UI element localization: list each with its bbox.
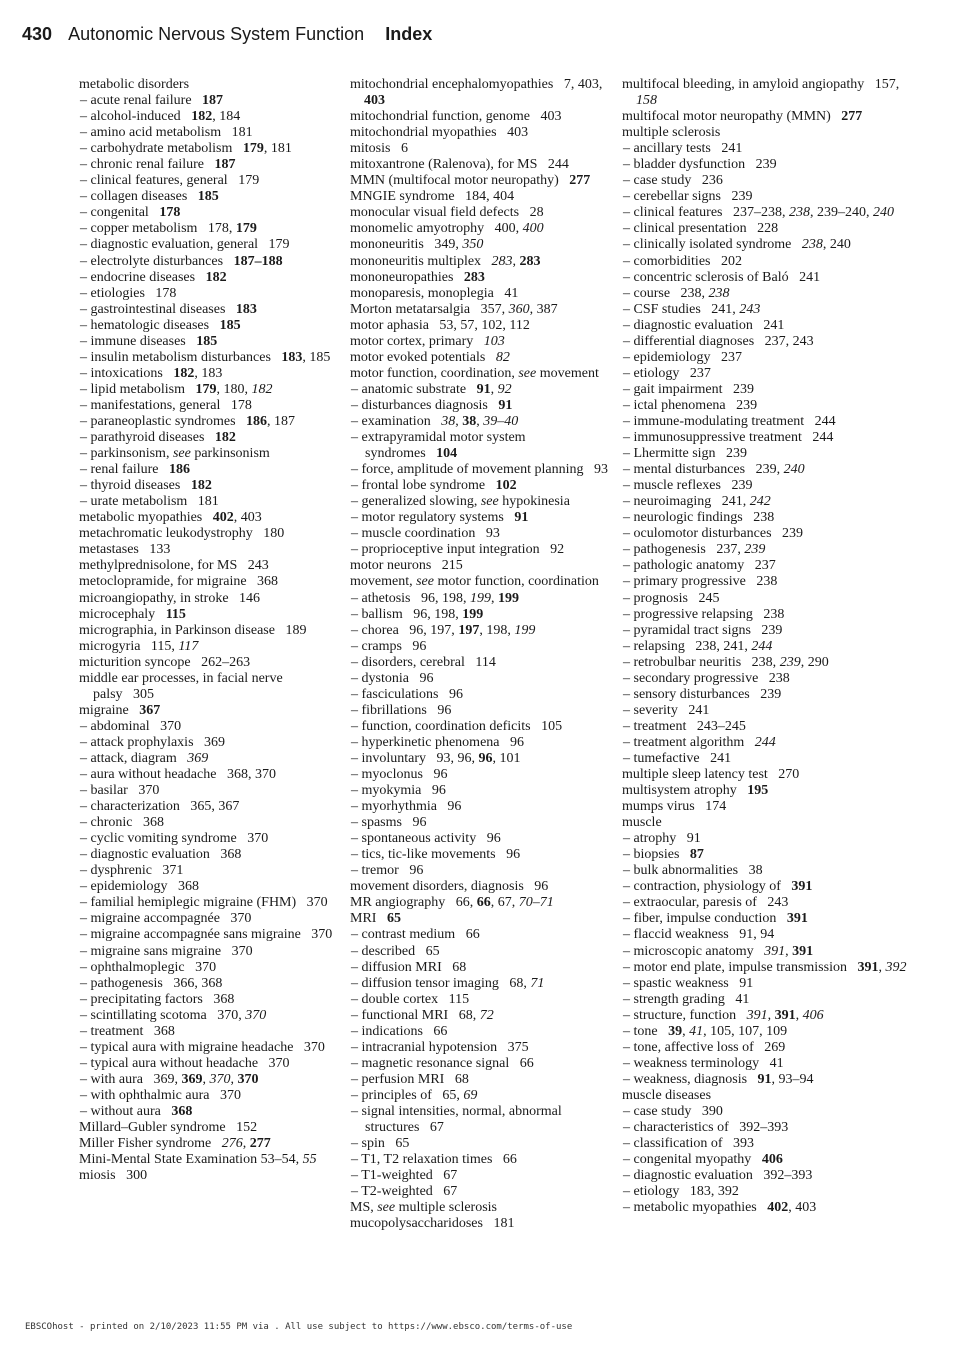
index-subentry: – myoclonus 96 xyxy=(351,767,448,783)
index-subentry: – paraneoplastic syndromes 186, 187 xyxy=(80,413,296,429)
index-subentry: – etiology 183, 392 xyxy=(623,1184,739,1200)
index-subentry: – disorders, cerebral 114 xyxy=(351,654,496,670)
index-subentry: – oculomotor disturbances 239 xyxy=(623,526,804,542)
index-entry: multisystem atrophy 195 xyxy=(622,783,769,799)
index-subentry: – acute renal failure 187 xyxy=(80,93,224,109)
index-subentry: – intoxications 182, 183 xyxy=(80,365,223,381)
index-subentry: – attack, diagram 369 xyxy=(80,750,209,766)
index-entry: movement, see motor function, coordination xyxy=(350,574,599,590)
index-subentry: – extraocular, paresis of 243 xyxy=(623,895,789,911)
index-subentry: – fibrillations 96 xyxy=(351,702,452,718)
index-subentry: – structure, function 391, 391, 406 xyxy=(623,1007,824,1023)
index-subentry: – retrobulbar neuritis 238, 239, 290 xyxy=(623,654,829,670)
index-entry: multiple sleep latency test 270 xyxy=(622,767,800,783)
index-subentry: – proprioceptive input integration 92 xyxy=(351,542,565,558)
index-subentry: – attack prophylaxis 369 xyxy=(80,734,226,750)
index-entry: mitochondrial myopathies 403 xyxy=(350,125,529,141)
index-subentry: – neurologic findings 238 xyxy=(623,510,775,526)
running-header xyxy=(22,24,432,45)
index-subentry: – flaccid weakness 91, 94 xyxy=(623,927,775,943)
index-subentry: – aura without headache 368, 370 xyxy=(80,767,276,783)
index-entry: mucopolysaccharidoses 181 xyxy=(350,1216,515,1232)
index-subentry: – congenital myopathy 406 xyxy=(623,1152,783,1168)
index-subentry: – scintillating scotoma 370, 370 xyxy=(80,1007,267,1023)
index-subentry: – spin 65 xyxy=(351,1136,410,1152)
index-subentry: – chorea 96, 197, 197, 198, 199 xyxy=(351,622,536,638)
index-subentry: – muscle reflexes 239 xyxy=(623,478,753,494)
index-subentry: – CSF studies 241, 243 xyxy=(623,301,761,317)
index-subentry: – endocrine diseases 182 xyxy=(80,269,227,285)
index-entry: microcephaly 115 xyxy=(79,606,186,622)
index-subentry: – microscopic anatomy 391, 391 xyxy=(623,943,814,959)
index-entry: MRI 65 xyxy=(350,911,401,927)
index-subentry: – tics, tic-like movements 96 xyxy=(351,847,521,863)
index-subentry: – insulin metabolism disturbances 183, 185 xyxy=(80,349,331,365)
index-subentry: – diagnostic evaluation 241 xyxy=(623,317,785,333)
index-entry: metachromatic leukodystrophy 180 xyxy=(79,526,285,542)
index-subentry: – tumefactive 241 xyxy=(623,750,732,766)
index-subentry: – involuntary 93, 96, 96, 101 xyxy=(351,750,521,766)
index-entry: motor aphasia 53, 57, 102, 112 xyxy=(350,317,530,333)
index-subentry: – severity 241 xyxy=(623,702,710,718)
index-subentry: – case study 236 xyxy=(623,173,723,189)
index-subentry: – muscle coordination 93 xyxy=(351,526,500,542)
index-subentry: – treatment 243–245 xyxy=(623,718,746,734)
index-subentry: – pathologic anatomy 237 xyxy=(623,558,776,574)
index-subentry: – secondary progressive 238 xyxy=(623,670,790,686)
index-subentry: – cerebellar signs 239 xyxy=(623,189,753,205)
index-entry: Mini-Mental State Examination 53–54, 55 xyxy=(79,1152,317,1168)
index-subentry: – fasciculations 96 xyxy=(351,686,463,702)
index-subentry: – generalized slowing, see hypokinesia xyxy=(351,494,570,510)
index-subentry: – course 238, 238 xyxy=(623,285,730,301)
index-subentry: – precipitating factors 368 xyxy=(80,991,235,1007)
index-subentry: – signal intensities, normal, abnormal structures 67 xyxy=(351,1104,562,1136)
index-subentry: – manifestations, general 178 xyxy=(80,397,252,413)
index-subentry: – ictal phenomena 239 xyxy=(623,397,758,413)
index-subentry: – extrapyramidal motor system syndromes 104 xyxy=(351,430,526,462)
index-subentry: – bladder dysfunction 239 xyxy=(623,157,777,173)
index-subentry: – clinical features 237–238, 238, 239–240, 240 xyxy=(623,205,895,221)
index-entry: monomelic amyotrophy 400, 400 xyxy=(350,221,544,237)
index-entry: mitosis 6 xyxy=(350,141,408,157)
index-subentry: – atrophy 91 xyxy=(623,831,701,847)
index-entry: monocular visual field defects 28 xyxy=(350,205,544,221)
index-subentry: – without aura 368 xyxy=(80,1104,193,1119)
index-entry: muscle diseases xyxy=(622,1087,712,1103)
index-subentry: – etiology 237 xyxy=(623,365,711,381)
index-subentry: – diagnostic evaluation 368 xyxy=(80,847,242,863)
index-subentry: – primary progressive 238 xyxy=(623,574,778,590)
footer-notice: EBSCOhost - printed on 2/10/2023 11:55 PM via . All use subject to https://www.ebsco.com/terms-of-use xyxy=(25,1322,573,1332)
index-subentry: – functional MRI 68, 72 xyxy=(351,1007,494,1023)
index-subentry: – pathogenesis 237, 239 xyxy=(623,542,766,558)
index-subentry: – T1, T2 relaxation times 66 xyxy=(351,1152,517,1168)
index-entry: mitoxantrone (Ralenova), for MS 244 xyxy=(350,157,569,173)
index-subentry: – typical aura with migraine headache 370 xyxy=(80,1039,325,1055)
index-entry: microangiopathy, in stroke 146 xyxy=(79,590,261,606)
index-subentry: – with ophthalmic aura 370 xyxy=(80,1087,241,1103)
index-subentry: – gait impairment 239 xyxy=(623,381,755,397)
index-subentry: – diffusion tensor imaging 68, 71 xyxy=(351,975,545,991)
index-column-3 xyxy=(622,77,922,1216)
index-column-2 xyxy=(350,77,618,1232)
index-subentry: – spasms 96 xyxy=(351,815,427,831)
index-subentry: – mental disturbances 239, 240 xyxy=(623,462,805,478)
index-subentry: – examination 38, 38, 39–40 xyxy=(351,413,519,429)
index-entry: mitochondrial encephalomyopathies 7, 403, 403 xyxy=(350,77,603,109)
index-subentry: – clinical presentation 228 xyxy=(623,221,779,237)
index-subentry: – diffusion MRI 68 xyxy=(351,959,467,975)
index-subentry: – spontaneous activity 96 xyxy=(351,831,501,847)
index-entry: middle ear processes, in facial nerve palsy 305 xyxy=(79,670,283,702)
index-subentry: – contrast medium 66 xyxy=(351,927,480,943)
index-subentry: – spastic weakness 91 xyxy=(623,975,754,991)
index-subentry: – athetosis 96, 198, 199, 199 xyxy=(351,590,519,606)
index-subentry: – clinical features, general 179 xyxy=(80,173,260,189)
index-subentry: – ophthalmoplegic 370 xyxy=(80,959,217,975)
index-subentry: – tone 39, 41, 105, 107, 109 xyxy=(623,1023,788,1039)
index-subentry: – typical aura without headache 370 xyxy=(80,1055,290,1071)
index-subentry: – described 65 xyxy=(351,943,440,959)
index-entry: motor function, coordination, see movement xyxy=(350,365,599,381)
index-entry: movement disorders, diagnosis 96 xyxy=(350,879,549,895)
section-title: Index xyxy=(385,24,433,44)
index-entry: motor cortex, primary 103 xyxy=(350,333,505,349)
index-entry: metoclopramide, for migraine 368 xyxy=(79,574,279,590)
index-subentry: – pyramidal tract signs 239 xyxy=(623,622,783,638)
index-subentry: – migraine sans migraine 370 xyxy=(80,943,253,959)
index-subentry: – weakness, diagnosis 91, 93–94 xyxy=(623,1071,814,1087)
index-subentry: – ballism 96, 198, 199 xyxy=(351,606,484,622)
index-subentry: – fiber, impulse conduction 391 xyxy=(623,911,808,927)
index-subentry: – prognosis 245 xyxy=(623,590,720,606)
index-subentry: – concentric sclerosis of Baló 241 xyxy=(623,269,821,285)
index-subentry: – perfusion MRI 68 xyxy=(351,1071,469,1087)
index-subentry: – hyperkinetic phenomena 96 xyxy=(351,734,525,750)
index-entry: mononeuritis 349, 350 xyxy=(350,237,484,253)
index-entry: MS, see multiple sclerosis xyxy=(350,1200,498,1216)
index-subentry: – metabolic myopathies 402, 403 xyxy=(623,1200,817,1216)
index-entry: metastases 133 xyxy=(79,542,171,558)
index-subentry: – tone, affective loss of 269 xyxy=(623,1039,786,1055)
index-subentry: – motor end plate, impulse transmission 391, 392 xyxy=(623,959,907,975)
index-subentry: – immune diseases 185 xyxy=(80,333,218,349)
index-subentry: – chronic renal failure 187 xyxy=(80,157,236,173)
index-subentry: – renal failure 186 xyxy=(80,462,191,478)
index-subentry: – diagnostic evaluation 392–393 xyxy=(623,1168,813,1184)
index-subentry: – familial hemiplegic migraine (FHM) 370 xyxy=(80,895,328,911)
index-entry: mononeuropathies 283 xyxy=(350,269,485,285)
index-subentry: – electrolyte disturbances 187–188 xyxy=(80,253,283,269)
index-subentry: – principles of 65, 69 xyxy=(351,1087,478,1103)
index-subentry: – lipid metabolism 179, 180, 182 xyxy=(80,381,273,397)
index-entry: MMN (multifocal motor neuropathy) 277 xyxy=(350,173,591,189)
index-subentry: – copper metabolism 178, 179 xyxy=(80,221,257,237)
index-subentry: – T2-weighted 67 xyxy=(351,1184,458,1200)
index-subentry: – Lhermitte sign 239 xyxy=(623,446,748,462)
index-subentry: – alcohol-induced 182, 184 xyxy=(80,109,241,125)
index-entry: Millard–Gubler syndrome 152 xyxy=(79,1120,258,1136)
index-subentry: – cramps 96 xyxy=(351,638,427,654)
index-entry: monoparesis, monoplegia 41 xyxy=(350,285,519,301)
index-subentry: – case study 390 xyxy=(623,1104,723,1119)
index-subentry: – diagnostic evaluation, general 179 xyxy=(80,237,290,253)
index-subentry: – motor regulatory systems 91 xyxy=(351,510,529,526)
index-entry: miosis 300 xyxy=(79,1168,148,1184)
index-subentry: – biopsies 87 xyxy=(623,847,704,863)
index-subentry: – progressive relapsing 238 xyxy=(623,606,785,622)
index-subentry: – abdominal 370 xyxy=(80,718,182,734)
index-entry: microgyria 115, 117 xyxy=(79,638,199,654)
index-subentry: – epidemiology 368 xyxy=(80,879,199,895)
index-entry: MNGIE syndrome 184, 404 xyxy=(350,189,515,205)
index-entry: methylprednisolone, for MS 243 xyxy=(79,558,269,574)
index-subentry: – immune-modulating treatment 244 xyxy=(623,413,836,429)
index-subentry: – pathogenesis 366, 368 xyxy=(80,975,223,991)
index-subentry: – tremor 96 xyxy=(351,863,424,879)
index-subentry: – characteristics of 392–393 xyxy=(623,1120,789,1136)
index-subentry: – immunosuppressive treatment 244 xyxy=(623,430,834,446)
index-subentry: – collagen diseases 185 xyxy=(80,189,219,205)
index-entry: mumps virus 174 xyxy=(622,799,727,815)
index-entry: mitochondrial function, genome 403 xyxy=(350,109,562,125)
index-subentry: – urate metabolism 181 xyxy=(80,494,219,510)
index-entry: mononeuritis multiplex 283, 283 xyxy=(350,253,541,269)
index-subentry: – cyclic vomiting syndrome 370 xyxy=(80,831,269,847)
index-subentry: – treatment algorithm 244 xyxy=(623,734,776,750)
index-subentry: – magnetic resonance signal 66 xyxy=(351,1055,534,1071)
index-entry: Miller Fisher syndrome 276, 277 xyxy=(79,1136,271,1152)
index-subentry: – comorbidities 202 xyxy=(623,253,742,269)
index-subentry: – anatomic substrate 91, 92 xyxy=(351,381,512,397)
index-subentry: – characterization 365, 367 xyxy=(80,799,240,815)
index-subentry: – chronic 368 xyxy=(80,815,164,831)
index-entry: muscle xyxy=(622,815,662,831)
index-entry: metabolic myopathies 402, 403 xyxy=(79,510,262,526)
page-number: 430 xyxy=(22,24,53,44)
index-subentry: – function, coordination deficits 105 xyxy=(351,718,563,734)
index-subentry: – parathyroid diseases 182 xyxy=(80,430,236,446)
index-subentry: – treatment 368 xyxy=(80,1023,175,1039)
index-subentry: – congenital 178 xyxy=(80,205,181,221)
index-entry: multifocal motor neuropathy (MMN) 277 xyxy=(622,109,863,125)
index-subentry: – neuroimaging 241, 242 xyxy=(623,494,771,510)
index-subentry: – clinically isolated syndrome 238, 240 xyxy=(623,237,851,253)
index-entry: MR angiography 66, 66, 67, 70–71 xyxy=(350,895,554,911)
index-subentry: – basilar 370 xyxy=(80,783,160,799)
index-subentry: – relapsing 238, 241, 244 xyxy=(623,638,773,654)
index-subentry: – double cortex 115 xyxy=(351,991,470,1007)
index-subentry: – myorhythmia 96 xyxy=(351,799,462,815)
index-subentry: – with aura 369, 369, 370, 370 xyxy=(80,1071,259,1087)
index-column-1 xyxy=(79,77,341,1184)
index-subentry: – differential diagnoses 237, 243 xyxy=(623,333,814,349)
index-entry: motor evoked potentials 82 xyxy=(350,349,510,365)
index-entry: micrographia, in Parkinson disease 189 xyxy=(79,622,307,638)
index-subentry: – carbohydrate metabolism 179, 181 xyxy=(80,141,292,157)
book-title: Autonomic Nervous System Function xyxy=(68,24,365,44)
index-subentry: – indications 66 xyxy=(351,1023,448,1039)
index-subentry: – hematologic diseases 185 xyxy=(80,317,241,333)
index-subentry: – contraction, physiology of 391 xyxy=(623,879,813,895)
index-subentry: – strength grading 41 xyxy=(623,991,750,1007)
index-subentry: – myokymia 96 xyxy=(351,783,446,799)
index-subentry: – etiologies 178 xyxy=(80,285,177,301)
index-subentry: – disturbances diagnosis 91 xyxy=(351,397,513,413)
index-entry: metabolic disorders xyxy=(79,77,190,92)
index-subentry: – intracranial hypotension 375 xyxy=(351,1039,529,1055)
index-subentry: – bulk abnormalities 38 xyxy=(623,863,763,879)
index-subentry: – dysphrenic 371 xyxy=(80,863,184,879)
index-subentry: – T1-weighted 67 xyxy=(351,1168,458,1184)
index-entry: Morton metatarsalgia 357, 360, 387 xyxy=(350,301,558,317)
index-subentry: – epidemiology 237 xyxy=(623,349,742,365)
index-subentry: – migraine accompagnée 370 xyxy=(80,911,252,927)
index-subentry: – classification of 393 xyxy=(623,1136,755,1152)
index-subentry: – thyroid diseases 182 xyxy=(80,478,212,494)
index-entry: motor neurons 215 xyxy=(350,558,463,574)
index-subentry: – parkinsonism, see parkinsonism xyxy=(80,446,270,462)
index-subentry: – migraine accompagnée sans migraine 370 xyxy=(80,927,333,943)
index-entry: migraine 367 xyxy=(79,702,161,718)
index-entry: multifocal bleeding, in amyloid angiopathy 157, 158 xyxy=(622,77,900,109)
index-subentry: – sensory disturbances 239 xyxy=(623,686,782,702)
index-subentry: – dystonia 96 xyxy=(351,670,434,686)
index-subentry: – force, amplitude of movement planning 93 xyxy=(351,462,608,478)
index-subentry: – gastrointestinal diseases 183 xyxy=(80,301,257,317)
index-subentry: – weakness terminology 41 xyxy=(623,1055,784,1071)
index-entry: micturition syncope 262–263 xyxy=(79,654,251,670)
index-subentry: – amino acid metabolism 181 xyxy=(80,125,253,141)
index-entry: multiple sclerosis xyxy=(622,125,721,141)
index-subentry: – ancillary tests 241 xyxy=(623,141,743,157)
index-subentry: – frontal lobe syndrome 102 xyxy=(351,478,517,494)
